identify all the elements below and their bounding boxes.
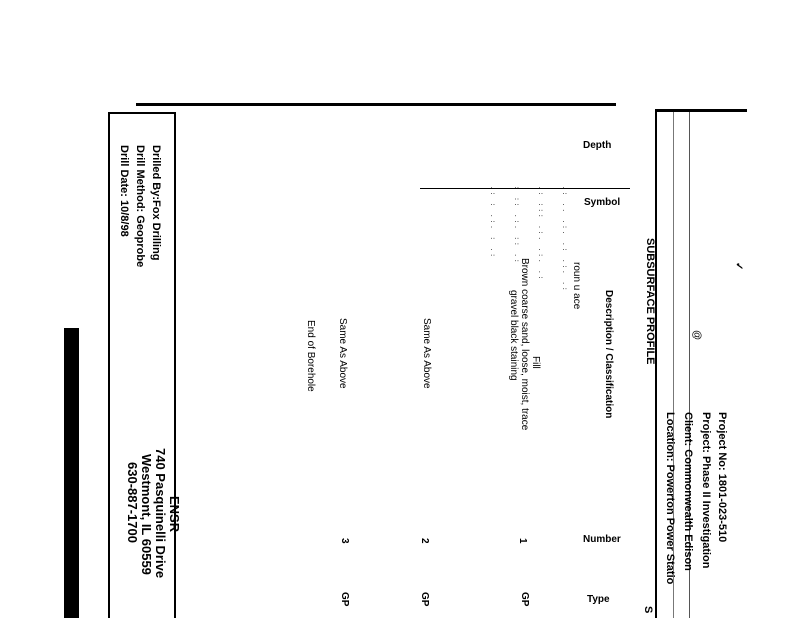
col-type: Type [587,594,610,605]
row-1-number: 1 [517,538,528,544]
depth-column-rule [420,188,630,189]
header-mark: @ [691,330,702,341]
company-address-1: 740 Pasquinelli Drive [153,448,168,579]
section-letter: S [642,606,654,614]
scan-artifact-bar [64,328,79,618]
company-name: ENSR [167,496,182,533]
top-rule-right [655,109,747,112]
footer-left-rule [108,112,110,618]
section-title: SUBSURFACE PROFILE [644,238,656,365]
project-number: Project No: 1801-023-510 [716,412,728,543]
col-description: Description / Classification [603,290,614,419]
top-rule-left [136,103,616,106]
row-2-number: 2 [419,538,430,544]
row-1-desc-line-1: Brown coarse sand, loose, moist, trace [519,258,530,431]
symbol-hatch-3: : :: .:. :: .: [513,186,520,265]
location: Location: Powerton Power Statio [664,412,676,585]
row-2-type: GP [419,592,430,607]
project-name: Project: Phase II Investigation [700,412,712,569]
footer-vertical-rule [174,112,176,618]
row-3-number: 3 [339,538,350,544]
col-number: Number [583,534,621,545]
header-tick-icon: ✓ [733,262,744,271]
row-2-desc: Same As Above [421,318,432,389]
symbol-hatch-1: .: .. .:. .: .:. .: [561,186,568,293]
col-symbol: Symbol [584,197,621,208]
row-1-desc-line-2: gravel black staining [508,290,519,381]
client-name: Client: Commonwealth Edison [682,412,694,571]
drill-method: Drill Method: Geoprobe [134,145,146,268]
row-3-desc: Same As Above [337,318,348,389]
company-phone: 630-887-1700 [125,462,140,543]
symbol-hatch-4: .: : .:. : .: [489,186,496,259]
col-depth: Depth [583,140,612,151]
row-4-desc: End of Borehole [305,320,316,392]
row-1-type: GP [519,592,530,607]
company-address-2: Westmont, IL 60559 [139,454,154,575]
footer-top-rule [108,112,176,114]
symbol-hatch-2: .: ::: .:. .:. .: [537,186,544,282]
row-ground-surface: roun u ace [571,262,582,310]
drilled-by: Drilled By:Fox Drilling [150,145,162,261]
row-1-desc-line-3: Fill [530,356,541,369]
row-3-type: GP [339,592,350,607]
drill-date: Drill Date: 10/8/98 [118,145,130,237]
